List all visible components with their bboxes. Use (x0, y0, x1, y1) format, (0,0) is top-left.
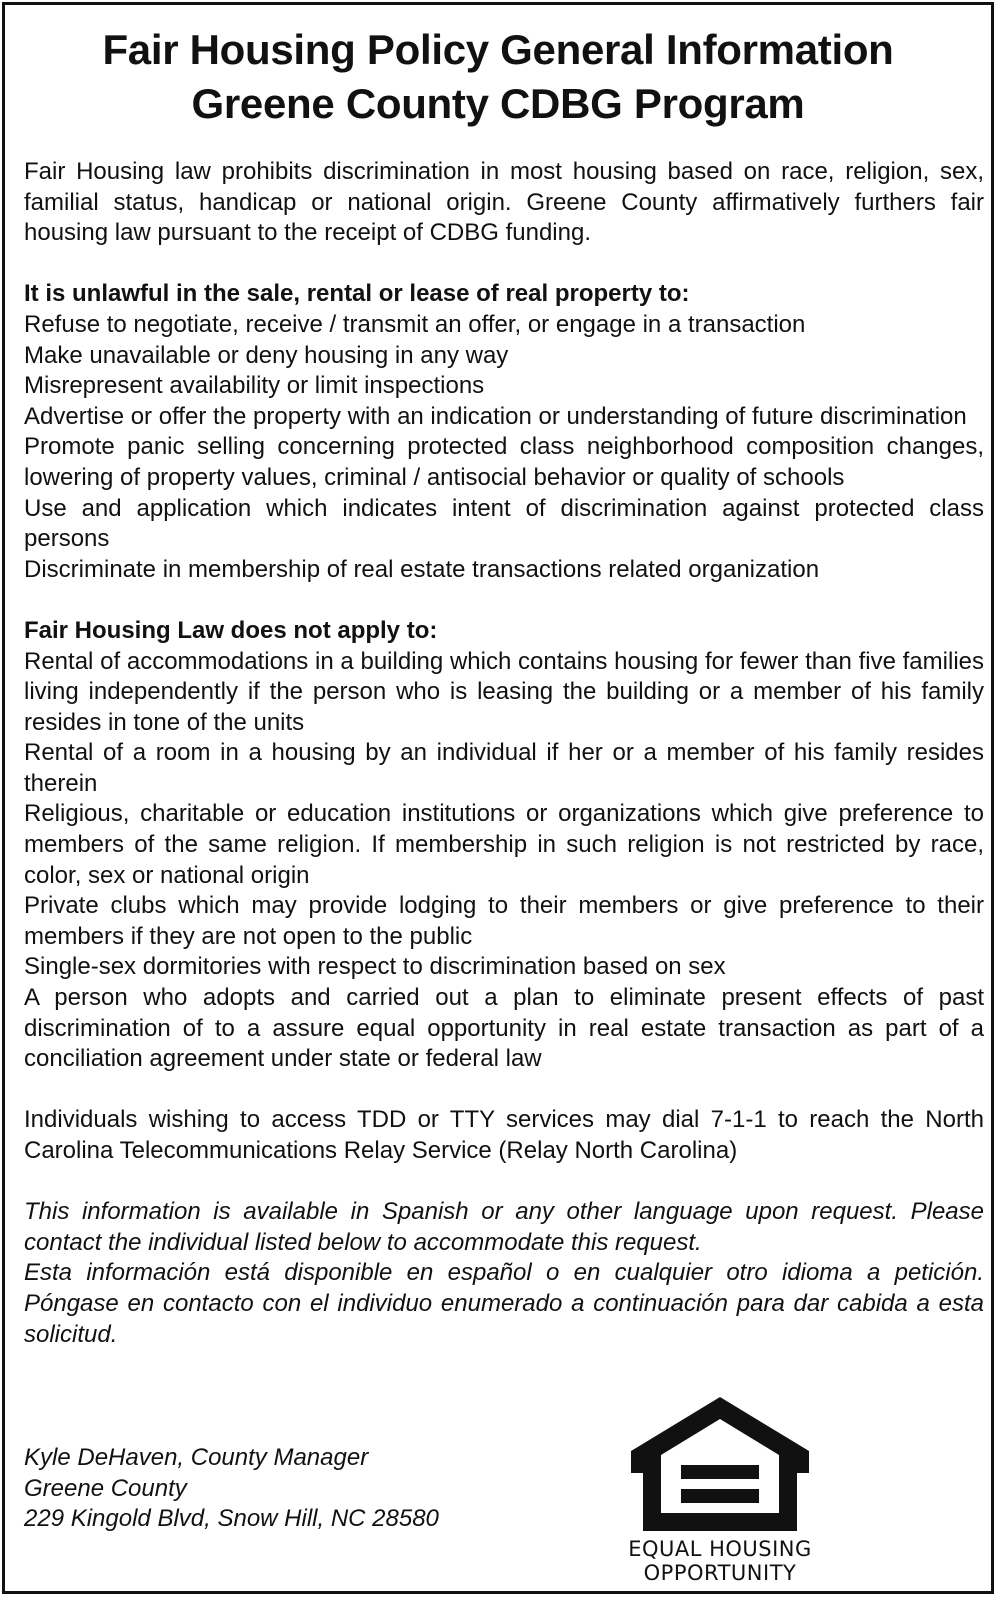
tdd-paragraph: Individuals wishing to access TDD or TTY services may dial 7-1-1 to reach the North Carolina Telecommunications Relay Service (Relay North Carolina) (24, 1106, 984, 1164)
unlawful-item: Refuse to negotiate, receive / transmit an offer, or engage in a transaction (24, 310, 806, 338)
not-apply-item: Rental of a room in a housing by an individual if her or a member of his family resides therein (24, 739, 984, 797)
logo-label-line-2: OPPORTUNITY (643, 1561, 797, 1585)
not-apply-item: Private clubs which may provide lodging to their members or give preference to their members if they are not open to the public (24, 892, 984, 950)
contact-organization: Greene County (24, 1474, 187, 1502)
not-apply-heading: Fair Housing Law does not apply to: (24, 616, 438, 644)
notice-frame (2, 2, 994, 1594)
equal-housing-house-icon (625, 1395, 815, 1535)
spacer (24, 1075, 984, 1106)
logo-label-line-1: EQUAL HOUSING (628, 1537, 812, 1561)
contact-block (24, 1443, 439, 1535)
page-title (5, 23, 991, 131)
spacer (24, 249, 984, 280)
not-apply-item: Rental of accommodations in a building which contains housing for fewer than five families living independently if the person who is leasing the building or a member of his family resides in tone of the units (24, 647, 984, 736)
contact-name: Kyle DeHaven, County Manager (24, 1444, 369, 1471)
unlawful-item: Use and application which indicates intent of discrimination against protected class persons (24, 494, 984, 553)
not-apply-item: Single-sex dormitories with respect to discrimination based on sex (24, 953, 726, 981)
language-notice-english: This information is available in Spanish or any other language upon request. Please contact the individual listed below to accommodate this request. (24, 1198, 984, 1256)
intro-paragraph: Fair Housing law prohibits discrimination in most housing based on race, religion, sex, familial status, handicap or national origin. Greene County affirmatively furthers fair housing law pursuant to the receipt of CDBG funding. (24, 158, 984, 247)
unlawful-item: Discriminate in membership of real estate transactions related organization (24, 555, 820, 583)
spacer (24, 1167, 984, 1198)
title-line-2: Greene County CDBG Program (191, 80, 805, 127)
unlawful-item: Make unavailable or deny housing in any way (24, 341, 509, 369)
not-apply-item: A person who adopts and carried out a plan to eliminate present effects of past discrimination of to a assure equal opportunity in real estate transaction as part of a conciliation agreement under state or federal law (24, 984, 984, 1073)
unlawful-heading: It is unlawful in the sale, rental or lease of real property to: (24, 280, 690, 308)
not-apply-item: Religious, charitable or education institutions or organizations which give preference to members of the same religion. If membership in such religion is not restricted by race, color, sex or national origin (24, 800, 984, 889)
notice-body (24, 157, 984, 1350)
spacer (24, 585, 984, 616)
unlawful-item: Advertise or offer the property with an indication or understanding of future discrimination (24, 402, 967, 430)
unlawful-item: Promote panic selling concerning protected class neighborhood composition changes, lowering of property values, criminal / antisocial behavior or quality of schools (24, 433, 984, 491)
title-line-1: Fair Housing Policy General Information (102, 26, 894, 73)
language-notice-spanish: Esta información está disponible en español o en cualquier otro idioma a petición. Póngase en contacto con el individuo enumerado a continuación para dar cabida a esta solicitud. (24, 1259, 984, 1348)
unlawful-item: Misrepresent availability or limit inspections (24, 372, 485, 400)
equal-housing-logo (625, 1395, 815, 1585)
contact-address: 229 Kingold Blvd, Snow Hill, NC 28580 (24, 1505, 439, 1533)
